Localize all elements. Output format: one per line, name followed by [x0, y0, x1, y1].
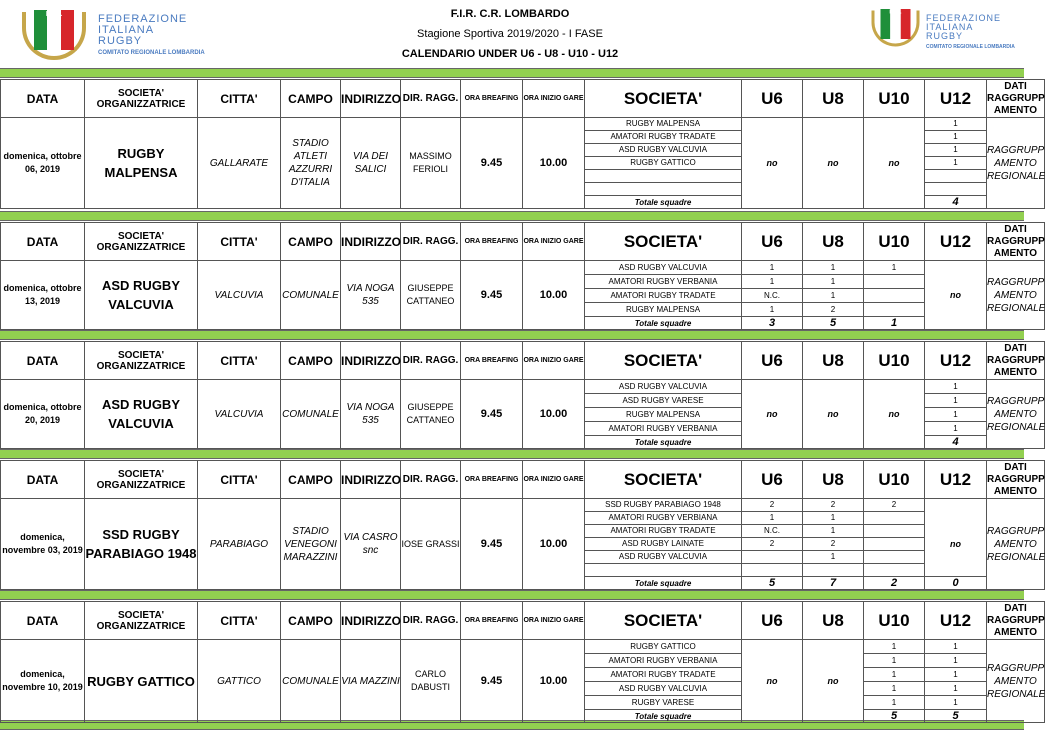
header-u12: U12 — [925, 461, 987, 499]
category-u10-cell — [864, 499, 925, 590]
header-campo: CAMPO — [281, 342, 341, 380]
team-name: SSD RUGBY PARABIAGO 1948 — [585, 499, 741, 512]
category-value — [864, 564, 924, 577]
header-u6: U6 — [742, 342, 803, 380]
category-value: 1 — [925, 682, 986, 696]
category-value — [742, 551, 802, 564]
team-name: AMATORI RUGBY VERBANIA — [585, 422, 741, 436]
city: VALCUVIA — [198, 380, 281, 449]
category-u10-values — [864, 261, 924, 329]
category-u12-cell — [925, 499, 987, 590]
teams-cell — [585, 380, 742, 449]
team-name: ASD RUGBY VALCUVIA — [585, 682, 741, 696]
category-value: 1 — [864, 261, 924, 275]
teams-cell — [585, 261, 742, 330]
header-org: SOCIETA' ORGANIZZATRICE — [85, 461, 198, 499]
address: VIA DEI SALICI — [341, 118, 401, 209]
header-campo: CAMPO — [281, 80, 341, 118]
match-date: domenica, ottobre 20, 2019 — [1, 380, 85, 449]
total-label: Totale squadre — [634, 318, 692, 328]
match-date: domenica, novembre 10, 2019 — [1, 640, 85, 723]
category-value — [864, 289, 924, 303]
regional-label: RAGGRUPP AMENTO REGIONALE — [987, 499, 1045, 590]
header-u10: U10 — [864, 461, 925, 499]
field: STADIO VENEGONI MARAZZINI — [281, 499, 341, 590]
teams-list — [585, 380, 741, 448]
team-name: RUGBY GATTICO — [585, 640, 741, 654]
header-data: DATA — [1, 342, 85, 380]
header-breafing: ORA BREAFING — [461, 342, 523, 380]
category-value: 1 — [803, 261, 863, 275]
category-value — [864, 525, 924, 538]
category-value: 1 — [925, 422, 986, 436]
green-separator — [0, 590, 1024, 600]
header-u12: U12 — [925, 223, 987, 261]
category-value: N.C. — [742, 525, 802, 538]
category-u6-values — [742, 499, 802, 589]
category-value: 1 — [864, 654, 924, 668]
category-u8-cell — [803, 380, 864, 449]
calendar-title: CALENDARIO UNDER U6 - U8 - U10 - U12 — [401, 48, 619, 60]
header-dir: DIR. RAGG. — [401, 80, 461, 118]
fir-logo-right — [870, 6, 1020, 64]
director: IOSE GRASSI — [401, 499, 461, 590]
team-name: AMATORI RUGBY VERBANIA — [585, 275, 741, 289]
briefing-time: 9.45 — [461, 499, 523, 590]
header-dati: DATI RAGGRUPP AMENTO — [987, 80, 1045, 116]
category-value: 1 — [925, 394, 986, 408]
green-separator — [0, 211, 1024, 221]
header-u10: U10 — [864, 80, 925, 118]
team-name: ASD RUGBY VALCUVIA — [585, 144, 741, 157]
category-value: 1 — [742, 275, 802, 289]
category-u10-values — [864, 499, 924, 589]
category-u10-cell — [864, 118, 925, 209]
header-data: DATA — [1, 80, 85, 118]
header-indirizzo: INDIRIZZO — [341, 223, 401, 261]
category-u8-no: no — [827, 158, 839, 168]
category-u10-cell — [864, 261, 925, 330]
header-gare: ORA INIZIO GARE — [523, 461, 585, 499]
calendar-block — [0, 601, 1045, 723]
regional-label: RAGGRUPP AMENTO REGIONALE — [987, 640, 1045, 723]
header-u10: U10 — [864, 223, 925, 261]
director: GIUSEPPE CATTANEO — [401, 380, 461, 449]
category-u12-total: 4 — [952, 435, 959, 448]
fir-logo-left — [20, 6, 220, 64]
team-name: RUGBY VARESE — [585, 696, 741, 710]
city: GATTICO — [198, 640, 281, 723]
category-u12-values — [925, 118, 986, 208]
header-u6: U6 — [742, 223, 803, 261]
regional-label: RAGGRUPP AMENTO REGIONALE — [987, 118, 1045, 209]
team-name: AMATORI RUGBY TRADATE — [585, 525, 741, 538]
team-name: ASD RUGBY LAINATE — [585, 538, 741, 551]
city: PARABIAGO — [198, 499, 281, 590]
organizing-club: ASD RUGBY VALCUVIA — [85, 380, 198, 449]
header-societa: SOCIETA' — [585, 342, 742, 380]
header-dir: DIR. RAGG. — [401, 342, 461, 380]
category-value — [864, 275, 924, 289]
team-name — [585, 183, 741, 196]
category-value: 1 — [925, 640, 986, 654]
category-value: 1 — [925, 144, 986, 157]
address: VIA NOGA 535 — [341, 261, 401, 330]
category-u10-total: 5 — [890, 709, 898, 722]
category-u12-no: no — [950, 290, 961, 300]
category-value: 1 — [925, 131, 986, 144]
header-citta: CITTA' — [198, 223, 281, 261]
briefing-time: 9.45 — [461, 118, 523, 209]
logo-text: FEDERAZIONE ITALIANA RUGBY — [926, 13, 1002, 41]
header-societa: SOCIETA' — [585, 602, 742, 640]
category-u12-cell — [925, 118, 987, 209]
category-value: 2 — [864, 499, 924, 512]
category-u10-cell — [864, 640, 925, 723]
header-u8: U8 — [803, 461, 864, 499]
header-org: SOCIETA' ORGANIZZATRICE — [85, 80, 198, 118]
header-dati: DATI RAGGRUPP AMENTO — [987, 461, 1045, 497]
category-u10-no: no — [888, 158, 900, 168]
header-gare: ORA INIZIO GARE — [523, 602, 585, 640]
regional-label: RAGGRUPP AMENTO REGIONALE — [987, 380, 1045, 449]
header-indirizzo: INDIRIZZO — [341, 461, 401, 499]
header-gare: ORA INIZIO GARE — [523, 342, 585, 380]
header-citta: CITTA' — [198, 461, 281, 499]
total-label: Totale squadre — [634, 437, 692, 447]
field: STADIO ATLETI AZZURRI D'ITALIA — [281, 118, 341, 209]
category-u12-total: 4 — [952, 195, 959, 208]
category-value: 1 — [803, 525, 863, 538]
teams-list — [585, 261, 741, 329]
header-dir: DIR. RAGG. — [401, 461, 461, 499]
teams-list — [585, 499, 741, 589]
city: VALCUVIA — [198, 261, 281, 330]
category-value: 1 — [925, 118, 986, 131]
match-date: domenica, ottobre 13, 2019 — [1, 261, 85, 330]
start-time: 10.00 — [523, 380, 585, 449]
category-value: 1 — [864, 668, 924, 682]
category-value: 1 — [742, 303, 802, 317]
green-separator — [0, 68, 1024, 78]
header-indirizzo: INDIRIZZO — [341, 80, 401, 118]
category-value — [803, 564, 863, 577]
header-indirizzo: INDIRIZZO — [341, 602, 401, 640]
category-u12-cell — [925, 261, 987, 330]
city: GALLARATE — [198, 118, 281, 209]
team-name: RUGBY GATTICO — [585, 157, 741, 170]
header-breafing: ORA BREAFING — [461, 461, 523, 499]
header-breafing: ORA BREAFING — [461, 223, 523, 261]
category-u8-total: 7 — [829, 576, 837, 589]
field: COMUNALE — [281, 640, 341, 723]
teams-list — [585, 640, 741, 722]
header-data: DATA — [1, 461, 85, 499]
header-u12: U12 — [925, 80, 987, 118]
director: MASSIMO FERIOLI — [401, 118, 461, 209]
category-u10-total: 2 — [890, 576, 898, 589]
header-u6: U6 — [742, 80, 803, 118]
teams-cell — [585, 499, 742, 590]
category-value — [864, 538, 924, 551]
header-u6: U6 — [742, 461, 803, 499]
category-value: 1 — [925, 157, 986, 170]
header-campo: CAMPO — [281, 223, 341, 261]
team-name: AMATORI RUGBY TRADATE — [585, 289, 741, 303]
header-u12: U12 — [925, 342, 987, 380]
match-date: domenica, ottobre 06, 2019 — [1, 118, 85, 209]
team-name: AMATORI RUGBY VERBIANA — [585, 512, 741, 525]
category-u12-total: 5 — [952, 709, 959, 722]
director: CARLO DABUSTI — [401, 640, 461, 723]
category-value: 1 — [803, 289, 863, 303]
calendar-block — [0, 341, 1045, 449]
category-u12-total: 0 — [925, 576, 986, 589]
category-value: 1 — [864, 682, 924, 696]
header-campo: CAMPO — [281, 461, 341, 499]
logo-text: FEDERAZIONE ITALIANA RUGBY — [98, 13, 188, 47]
header-dati: DATI RAGGRUPP AMENTO — [987, 342, 1045, 378]
header-dati: DATI RAGGRUPP AMENTO — [987, 602, 1045, 638]
start-time: 10.00 — [523, 640, 585, 723]
fir-shield-icon: F.I.R. — [870, 6, 923, 48]
header-citta: CITTA' — [198, 342, 281, 380]
team-name: RUGBY MALPENSA — [585, 408, 741, 422]
page-header — [0, 0, 1024, 68]
document-titles — [340, 4, 680, 64]
teams-cell — [585, 118, 742, 209]
organizing-club: ASD RUGBY VALCUVIA — [85, 261, 198, 330]
header-citta: CITTA' — [198, 80, 281, 118]
category-u6-values — [742, 261, 802, 329]
header-u8: U8 — [803, 223, 864, 261]
category-u6-no: no — [766, 676, 778, 686]
category-value — [864, 551, 924, 564]
match-date: domenica, novembre 03, 2019 — [1, 499, 85, 590]
category-value: 1 — [925, 696, 986, 710]
header-campo: CAMPO — [281, 602, 341, 640]
team-name: AMATORI RUGBY TRADATE — [585, 668, 741, 682]
header-dati: DATI RAGGRUPP AMENTO — [987, 223, 1045, 259]
header-org: SOCIETA' ORGANIZZATRICE — [85, 342, 198, 380]
category-u6-cell — [742, 380, 803, 449]
category-u8-cell — [803, 118, 864, 209]
category-u8-values — [803, 261, 863, 329]
category-value: 2 — [742, 538, 802, 551]
team-name: AMATORI RUGBY VERBANIA — [585, 654, 741, 668]
category-value — [742, 564, 802, 577]
category-value: 2 — [803, 538, 863, 551]
header-u8: U8 — [803, 602, 864, 640]
category-u10-cell — [864, 380, 925, 449]
teams-cell — [585, 640, 742, 723]
category-value — [864, 303, 924, 317]
header-data: DATA — [1, 223, 85, 261]
header-dir: DIR. RAGG. — [401, 602, 461, 640]
team-name: ASD RUGBY VALCUVIA — [585, 261, 741, 275]
season-label: Stagione Sportiva 2019/2020 - I FASE — [417, 28, 603, 40]
header-societa: SOCIETA' — [585, 223, 742, 261]
category-value — [925, 183, 986, 196]
calendar-block — [0, 460, 1045, 590]
category-value: 2 — [803, 303, 863, 317]
header-societa: SOCIETA' — [585, 461, 742, 499]
category-value: 1 — [864, 696, 924, 710]
category-u6-no: no — [766, 158, 778, 168]
category-u10-no: no — [888, 409, 900, 419]
category-u10-values — [864, 640, 924, 722]
briefing-time: 9.45 — [461, 640, 523, 723]
start-time: 10.00 — [523, 118, 585, 209]
category-u8-no: no — [827, 409, 839, 419]
organizing-club: SSD RUGBY PARABIAGO 1948 — [85, 499, 198, 590]
address: VIA MAZZINI — [341, 640, 401, 723]
category-u12-no: no — [950, 539, 961, 549]
address: VIA NOGA 535 — [341, 380, 401, 449]
category-value: 1 — [925, 654, 986, 668]
header-org: SOCIETA' ORGANIZZATRICE — [85, 223, 198, 261]
category-u10-total: 1 — [890, 316, 898, 329]
category-value: 1 — [925, 408, 986, 422]
category-value: 1 — [925, 668, 986, 682]
field: COMUNALE — [281, 380, 341, 449]
category-value: 1 — [925, 380, 986, 394]
team-name — [585, 564, 741, 577]
category-u12-cell — [925, 640, 987, 723]
category-value: 1 — [742, 261, 802, 275]
header-citta: CITTA' — [198, 602, 281, 640]
logo-subtitle: COMITATO REGIONALE LOMBARDIA — [98, 50, 205, 56]
category-u6-total: 3 — [768, 316, 776, 329]
category-value: 1 — [742, 512, 802, 525]
category-value — [864, 512, 924, 525]
category-u8-cell — [803, 261, 864, 330]
header-u6: U6 — [742, 602, 803, 640]
start-time: 10.00 — [523, 499, 585, 590]
category-u6-cell — [742, 261, 803, 330]
header-org: SOCIETA' ORGANIZZATRICE — [85, 602, 198, 640]
category-value: 1 — [864, 640, 924, 654]
header-u8: U8 — [803, 80, 864, 118]
field: COMUNALE — [281, 261, 341, 330]
header-u10: U10 — [864, 342, 925, 380]
category-u6-cell — [742, 118, 803, 209]
team-name: ASD RUGBY VALCUVIA — [585, 551, 741, 564]
category-u8-cell — [803, 499, 864, 590]
director: GIUSEPPE CATTANEO — [401, 261, 461, 330]
category-u8-total: 5 — [829, 316, 837, 329]
header-breafing: ORA BREAFING — [461, 602, 523, 640]
team-name: RUGBY MALPENSA — [585, 118, 741, 131]
briefing-time: 9.45 — [461, 380, 523, 449]
green-separator — [0, 449, 1024, 459]
start-time: 10.00 — [523, 261, 585, 330]
calendar-block — [0, 222, 1045, 330]
team-name — [585, 170, 741, 183]
category-u6-no: no — [766, 409, 778, 419]
category-u6-cell — [742, 640, 803, 723]
organizing-club: RUGBY GATTICO — [85, 640, 198, 723]
category-u8-no: no — [827, 676, 839, 686]
header-dir: DIR. RAGG. — [401, 223, 461, 261]
header-u12: U12 — [925, 602, 987, 640]
category-u12-values — [925, 380, 986, 448]
header-gare: ORA INIZIO GARE — [523, 223, 585, 261]
header-breafing: ORA BREAFING — [461, 80, 523, 118]
category-u12-values — [925, 640, 986, 722]
total-label: Totale squadre — [634, 578, 692, 588]
address: VIA CASRO snc — [341, 499, 401, 590]
total-label: Totale squadre — [634, 197, 692, 207]
category-value: 2 — [742, 499, 802, 512]
fir-shield-icon: F.I.R. — [20, 6, 90, 62]
document-title: F.I.R. C.R. LOMBARDO — [450, 8, 570, 20]
category-u12-cell — [925, 380, 987, 449]
header-indirizzo: INDIRIZZO — [341, 342, 401, 380]
team-name: ASD RUGBY VARESE — [585, 394, 741, 408]
header-u10: U10 — [864, 602, 925, 640]
team-name: RUGBY MALPENSA — [585, 303, 741, 317]
teams-list — [585, 118, 741, 208]
category-value: 1 — [803, 275, 863, 289]
logo-subtitle: COMITATO REGIONALE LOMBARDIA — [926, 44, 1015, 50]
header-u8: U8 — [803, 342, 864, 380]
green-separator — [0, 330, 1024, 340]
header-societa: SOCIETA' — [585, 80, 742, 118]
category-u8-cell — [803, 640, 864, 723]
regional-label: RAGGRUPP AMENTO REGIONALE — [987, 261, 1045, 330]
category-value: 1 — [803, 512, 863, 525]
category-value: 2 — [803, 499, 863, 512]
category-value: N.C. — [742, 289, 802, 303]
category-value: 1 — [803, 551, 863, 564]
calendar-block — [0, 79, 1045, 209]
team-name: AMATORI RUGBY TRADATE — [585, 131, 741, 144]
team-name: ASD RUGBY VALCUVIA — [585, 380, 741, 394]
organizing-club: RUGBY MALPENSA — [85, 118, 198, 209]
header-data: DATA — [1, 602, 85, 640]
category-u8-values — [803, 499, 863, 589]
total-label: Totale squadre — [634, 711, 692, 721]
header-gare: ORA INIZIO GARE — [523, 80, 585, 118]
briefing-time: 9.45 — [461, 261, 523, 330]
category-value — [925, 170, 986, 183]
category-u6-cell — [742, 499, 803, 590]
category-u6-total: 5 — [768, 576, 776, 589]
